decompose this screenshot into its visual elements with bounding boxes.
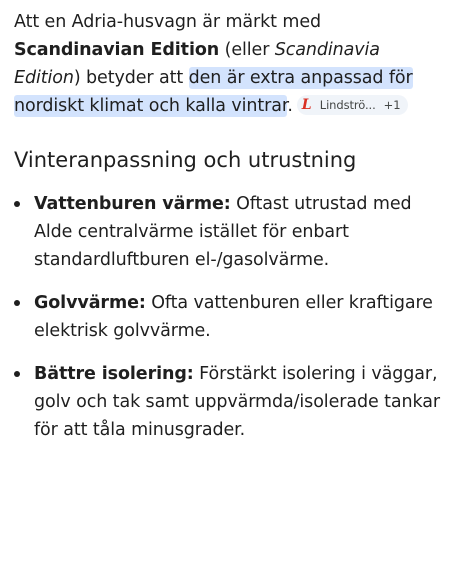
list-item	[14, 289, 444, 345]
bullet-icon	[14, 201, 20, 207]
bullet-icon	[14, 300, 20, 306]
feature-title: Bättre isolering:	[34, 364, 194, 384]
section-heading: Vinteranpassning och utrustning	[14, 148, 357, 172]
feature-title: Golvvärme:	[34, 293, 146, 313]
source-chip[interactable]	[297, 95, 409, 115]
intro-text-3: ) betyder att	[73, 68, 189, 88]
intro-text-1: Att en Adria-husvagn är märkt med	[14, 12, 322, 32]
source-count: +1	[383, 98, 401, 112]
bullet-icon	[14, 371, 20, 377]
source-label: Lindströ...	[319, 98, 376, 112]
lindstrom-logo-icon: L	[301, 97, 312, 113]
intro-text-4: .	[287, 96, 293, 116]
edition-name-bold: Scandinavian Edition	[14, 40, 220, 60]
highlighted-claim[interactable]: den är extra anpassad för nordiskt klimat och kalla vintrar	[14, 68, 413, 116]
feature-text: Ofta vattenburen eller kraftigare elektrisk golvvärme.	[34, 293, 433, 341]
list-item	[14, 190, 444, 274]
list-item	[14, 360, 444, 444]
intro-paragraph	[14, 8, 444, 120]
intro-text-2: (eller	[219, 40, 275, 60]
feature-list	[14, 190, 444, 444]
feature-title: Vattenburen värme:	[34, 194, 231, 214]
answer-content	[14, 8, 444, 459]
feature-text: Oftast utrustad med Alde centralvärme istället för enbart standardluftburen el-/gasolvärme.	[34, 194, 412, 270]
feature-text: Förstärkt isolering i väggar, golv och tak samt uppvärmda/isolerade tankar för att tåla minusgrader.	[34, 364, 440, 440]
edition-name-italic: Scandinavia Edition	[14, 40, 380, 88]
